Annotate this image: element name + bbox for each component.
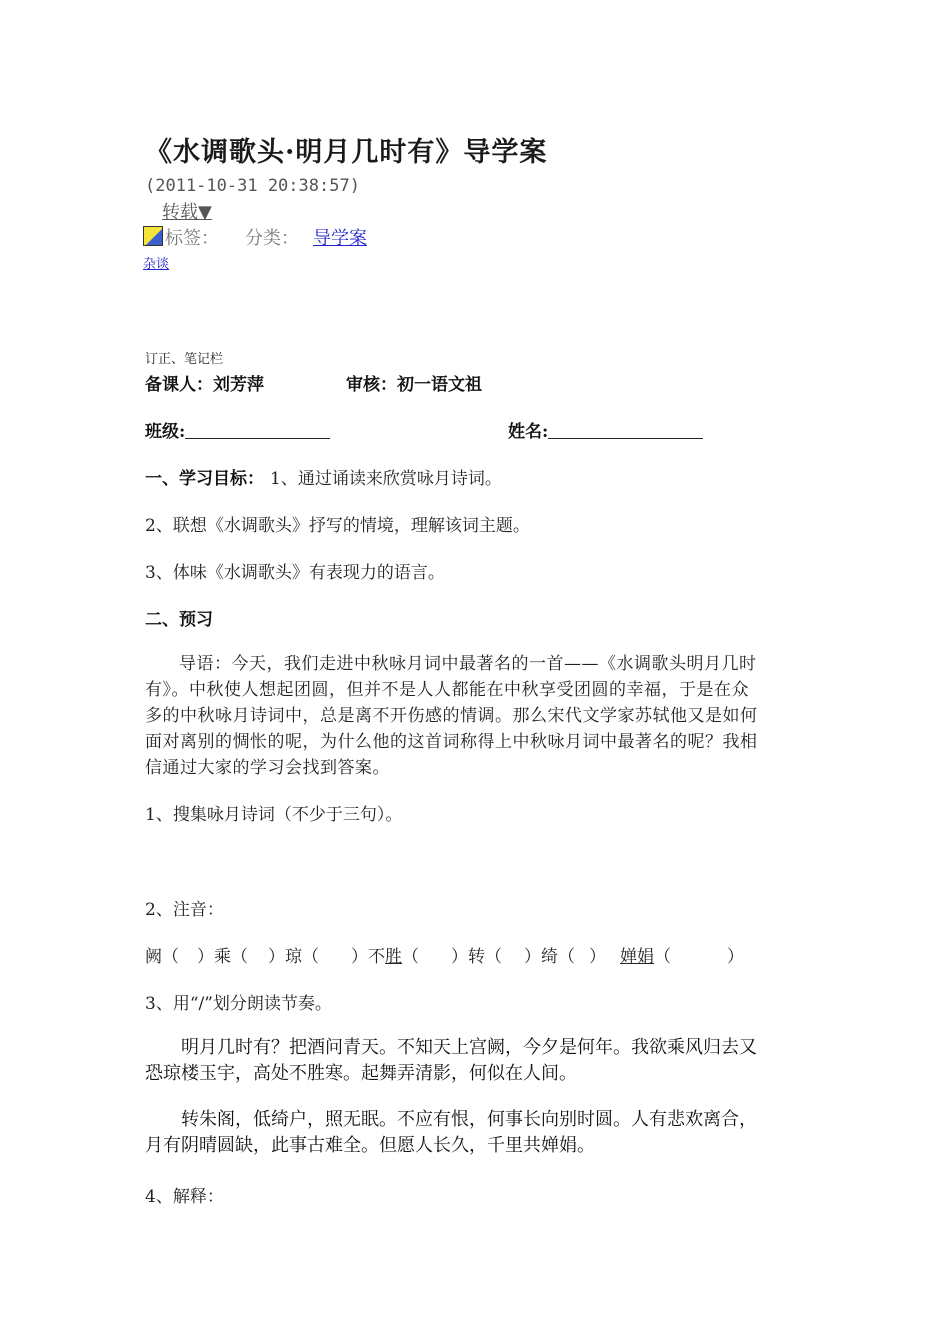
misc-tag-link[interactable]: 杂谈 [143,257,170,272]
category-link[interactable]: 导学案 [313,228,367,249]
section2-heading: 二、预习 [145,610,213,630]
category-label: 分类： [245,228,299,249]
pinyin-item: ）转（ [451,947,502,967]
class-blank[interactable] [185,422,330,439]
pinyin-item: ） [727,947,744,967]
tag-icon [143,226,163,246]
pinyin-item: ）不 [351,947,385,967]
pinyin-item: ）琼（ [268,947,319,967]
class-field [145,417,330,442]
notes-column-label: 订正、笔记栏 [145,352,224,367]
poem-stanza-1: 明月几时有？把酒问青天。不知天上宫阙，今夕是何年。我欲乘风归去又恐琼楼玉宇，高处不胜寒。起舞弄清影，何似在人间。 [145,1037,757,1084]
preparer: 备课人：刘芳萍 [145,375,264,395]
name-label: 姓名: [508,422,549,442]
task-4: 4、解释： [145,1187,224,1207]
reviewer: 审核：初一语文祖 [346,375,482,395]
goal-3: 3、体味《水调歌头》有表现力的语言。 [145,563,445,583]
tag-row [143,224,367,250]
pinyin-item: ）乘（ [197,947,248,967]
pinyin-item: 阙（ [145,947,179,967]
section1-heading: 一、学习目标： [145,469,264,489]
misc-tag [143,253,169,272]
pinyin-item: （ [402,947,419,967]
pinyin-item: ） [589,947,606,967]
pinyin-underlined-word: 婵娟 [620,947,654,967]
task-1: 1、搜集咏月诗词（不少于三句）。 [145,805,403,825]
page-title: 《水调歌头·明月几时有》导学案 [145,137,548,168]
pinyin-item: （ [654,947,671,967]
intro-paragraph: 导语：今天，我们走进中秋咏月词中最著名的一首——《水调歌头明月几时有》。中秋使人想起团圆，但并不是人人都能在中秋享受团圆的幸福，于是在众多的中秋咏月诗词中，总是离不开伤感的情调。那么宋代文学家苏轼他又是如何面对离别的惆怅的呢，为什么他的这首词称得上中秋咏月词中最著名的呢？我相信通过大家的学习会找到答案。 [145,654,758,778]
pinyin-line [145,942,744,967]
poem-stanza-2: 转朱阁，低绮户，照无眠。不应有恨，何事长向别时圆。人有悲欢离合，月有阴晴圆缺，此事古难全。但愿人长久，千里共婵娟。 [145,1109,757,1156]
task-2: 2、注音： [145,900,224,920]
goals-line [145,464,502,489]
pinyin-underlined-char: 胜 [385,947,402,967]
name-field [508,417,703,442]
post-datetime: (2011-10-31 20:38:57) [145,176,360,196]
goal-2: 2、联想《水调歌头》抒写的情境，理解该词主题。 [145,516,530,536]
goal-1: 1、通过诵读来欣赏咏月诗词。 [270,469,502,489]
name-blank[interactable] [548,422,703,439]
pinyin-item: ）绮（ [524,947,575,967]
tag-label: 标签： [165,228,219,249]
class-label: 班级: [145,422,186,442]
task-3: 3、用“/”划分朗读节奏。 [145,994,332,1014]
repost-dropdown[interactable]: 转载▼ [162,202,212,223]
